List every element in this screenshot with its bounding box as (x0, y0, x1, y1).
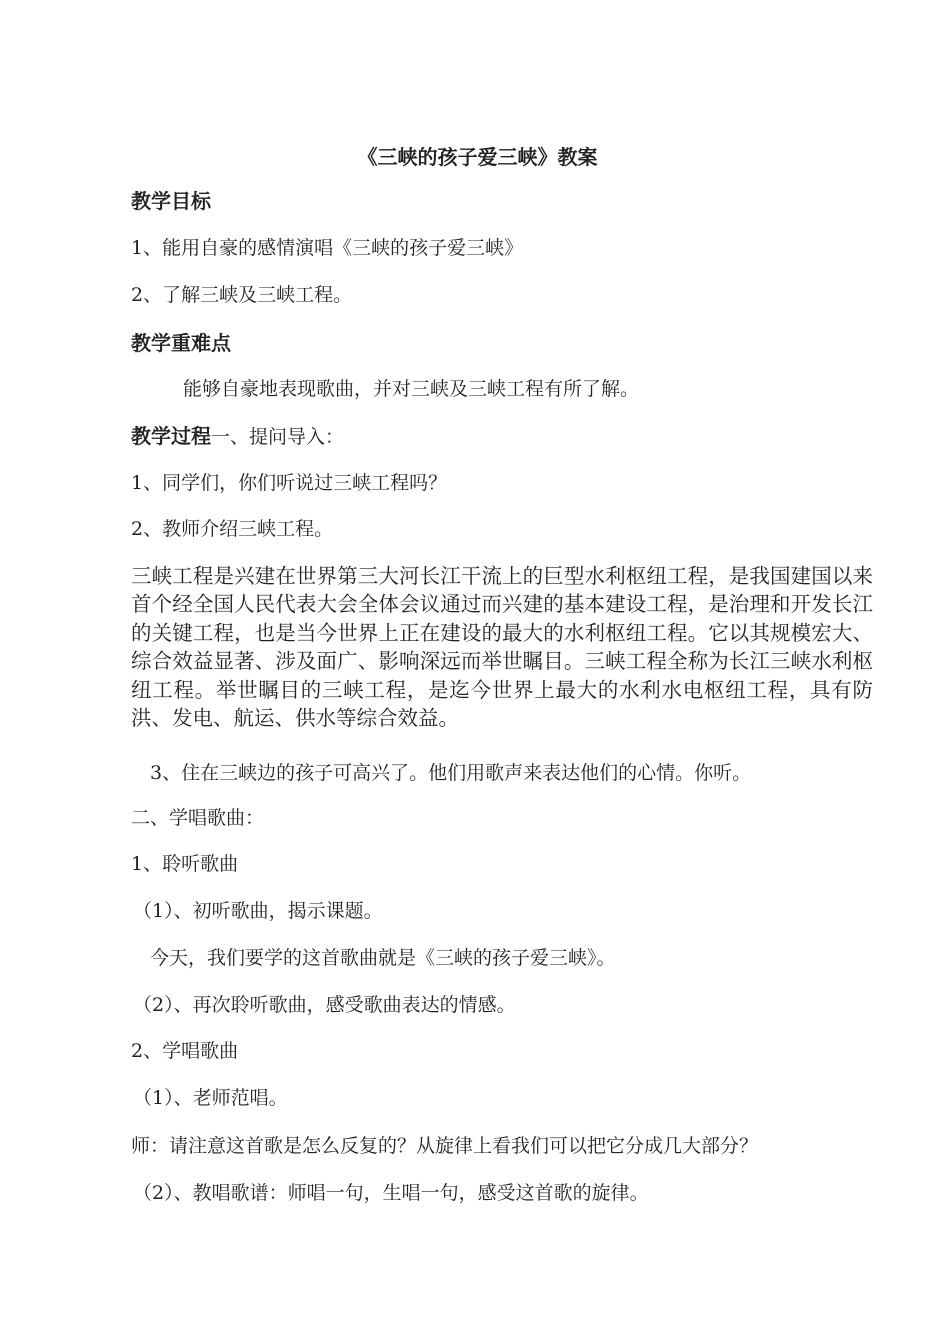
step-2-1-1: （1）、初听歌曲，揭示课题。 (133, 900, 383, 922)
step-2-1-2: （2）、再次聆听歌曲，感受歌曲表达的情感。 (133, 994, 516, 1016)
step-2-1-1-text: 今天，我们要学的这首歌曲就是《三峡的孩子爱三峡》。 (150, 947, 616, 969)
three-gorges-paragraph: 三峡工程是兴建在世界第三大河长江干流上的巨型水利枢纽工程，是我国建国以来首个经全国人民代表大会全体会议通过而兴建的基本建设工程，是治理和开发长江的关键工程，也是当今世界上正在建设的最大的水利枢纽工程。它以其规模宏大、综合效益显著、涉及面广、影响深远而举世瞩目。三峡工程全称为长江三峡水利枢纽工程。举世瞩目的三峡工程，是迄今世界上最大的水利水电枢纽工程，具有防洪、发电、航运、供水等综合效益。 (131, 564, 873, 731)
step-2-1: 1、聆听歌曲 (131, 853, 239, 875)
step-2-2: 2、学唱歌曲 (131, 1040, 239, 1062)
teacher-question: 师：请注意这首歌是怎么反复的？从旋律上看我们可以把它分成几大部分？ (131, 1135, 759, 1157)
key-points-text: 能够自豪地表现歌曲，并对三峡及三峡工程有所了解。 (183, 378, 640, 400)
step-2-heading: 二、学唱歌曲： (131, 807, 265, 829)
process-intro-step: 一、提问导入： (211, 426, 345, 448)
question-1: 1、同学们，你们听说过三峡工程吗？ (131, 472, 448, 494)
step-2-2-1: （1）、老师范唱。 (133, 1087, 288, 1109)
process-heading: 教学过程 (131, 424, 211, 448)
document-title: 《三峡的孩子爱三峡》教案 (357, 145, 598, 169)
question-3: 3、住在三峡边的孩子可高兴了。他们用歌声来表达他们的心情。你听。 (150, 762, 752, 784)
objectives-heading: 教学目标 (131, 189, 211, 213)
question-2: 2、教师介绍三峡工程。 (131, 518, 334, 540)
objective-item-1: 1、能用自豪的感情演唱《三峡的孩子爱三峡》 (131, 237, 524, 259)
process-heading-line (131, 423, 344, 450)
step-2-2-2: （2）、教唱歌谱：师唱一句，生唱一句，感受这首歌的旋律。 (133, 1182, 649, 1204)
objective-item-2: 2、了解三峡及三峡工程。 (131, 284, 353, 306)
key-points-heading: 教学重难点 (131, 331, 231, 355)
